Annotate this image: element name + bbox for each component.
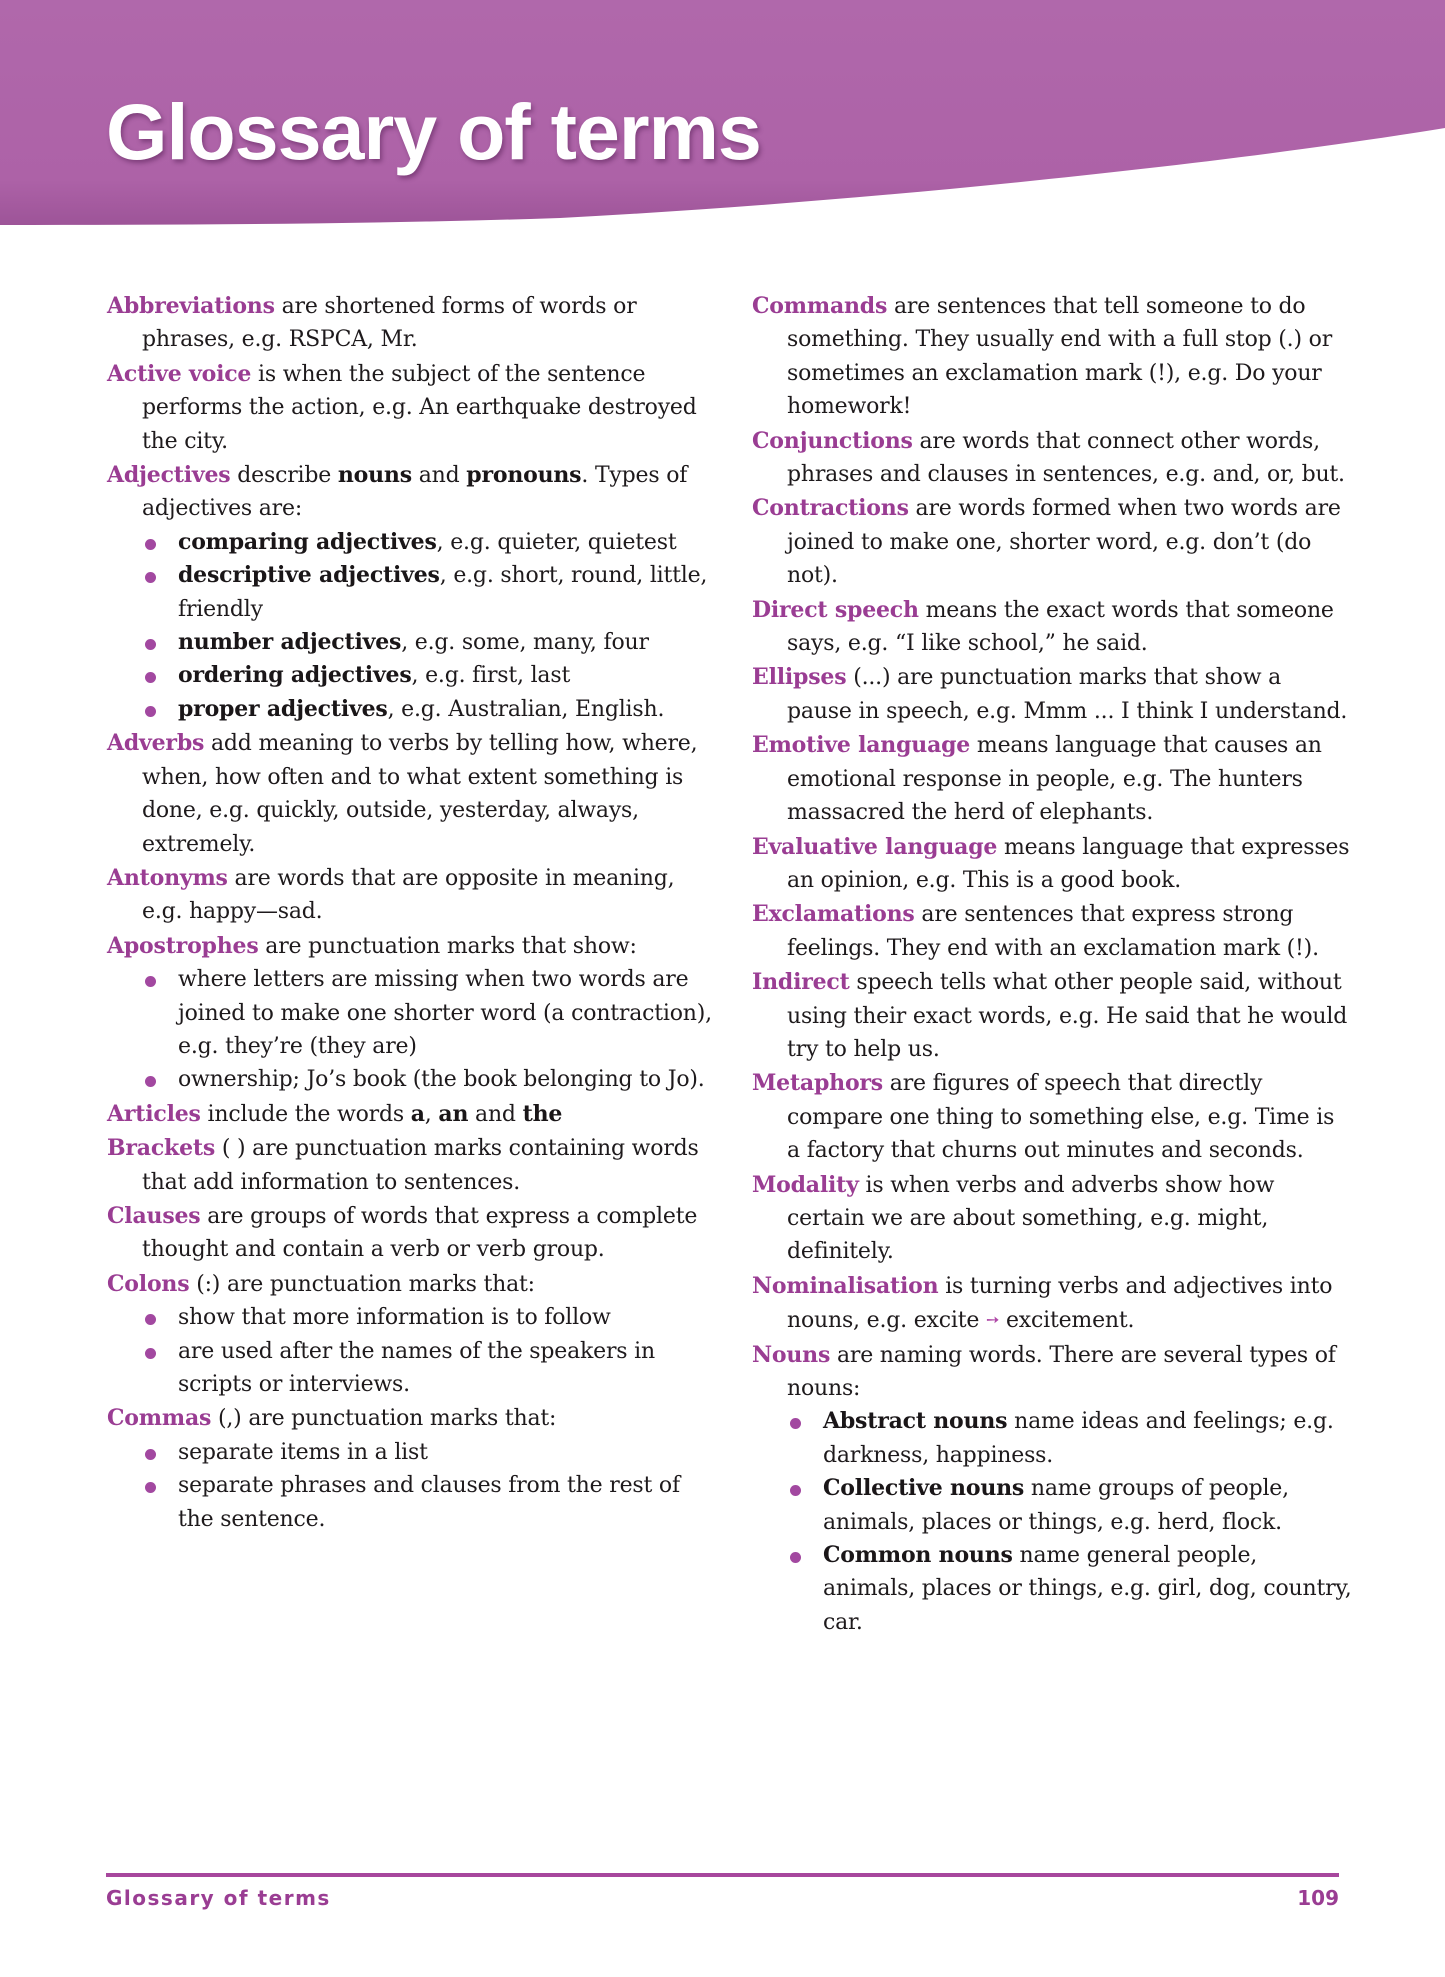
definition: and bbox=[411, 463, 467, 489]
list-item bbox=[142, 1335, 717, 1402]
glossary-entry-commands bbox=[752, 290, 1352, 424]
bullet-icon bbox=[145, 1449, 156, 1460]
glossary-entry-colons bbox=[107, 1268, 717, 1402]
glossary-entry-direct-speech bbox=[752, 594, 1352, 661]
glossary-term: Clauses bbox=[107, 1202, 201, 1229]
glossary-entry-apostrophes bbox=[107, 930, 717, 1097]
bold-word: proper adjectives bbox=[178, 695, 388, 722]
glossary-term: Active voice bbox=[107, 360, 252, 387]
item-text: name ideas and feelings; e.g. darkness, happiness. bbox=[823, 1409, 1334, 1468]
glossary-term: Apostrophes bbox=[107, 932, 259, 959]
bullet-icon bbox=[145, 1314, 156, 1325]
list-item bbox=[142, 693, 717, 726]
definition: is turning verbs and adjectives into nouns, e.g. excite bbox=[787, 1273, 1333, 1334]
item-text: name groups of people, animals, places or things, e.g. herd, flock. bbox=[823, 1476, 1289, 1535]
glossary-term: Antonyms bbox=[107, 864, 228, 891]
glossary-term: Exclamations bbox=[752, 901, 915, 928]
colon-uses-list bbox=[142, 1301, 717, 1401]
item-text: , e.g. quieter, quietest bbox=[436, 529, 677, 555]
definition: is when the subject of the sentence performs the action, e.g. An earthquake destroyed the city. bbox=[142, 361, 697, 454]
item-text: show that more information is to follow bbox=[178, 1305, 611, 1331]
glossary-term: Brackets bbox=[107, 1135, 216, 1162]
bold-word: pronouns bbox=[466, 462, 582, 489]
bullet-icon bbox=[145, 672, 156, 683]
glossary-term: Articles bbox=[107, 1100, 201, 1127]
glossary-term: Commands bbox=[752, 293, 888, 319]
glossary-entry-contractions bbox=[752, 492, 1352, 592]
bullet-icon bbox=[145, 1482, 156, 1493]
glossary-entry-metaphors bbox=[752, 1067, 1352, 1167]
definition: excitement. bbox=[999, 1308, 1135, 1334]
glossary-entry-nominalisation bbox=[752, 1270, 1352, 1338]
list-item bbox=[142, 526, 717, 559]
page-title: Glossary of terms bbox=[106, 87, 761, 176]
definition: (,) are punctuation marks that: bbox=[211, 1406, 557, 1432]
list-item bbox=[787, 1405, 1352, 1472]
glossary-entry-antonyms bbox=[107, 862, 717, 929]
glossary-term: Modality bbox=[752, 1171, 859, 1198]
item-text: separate items in a list bbox=[178, 1439, 428, 1465]
list-item bbox=[142, 963, 717, 1063]
bold-word: ordering adjectives bbox=[178, 662, 412, 689]
bullet-icon bbox=[790, 1418, 801, 1429]
glossary-term: Indirect bbox=[752, 969, 850, 996]
definition: are words that connect other words, phrases and clauses in sentences, e.g. and, or, but. bbox=[787, 428, 1345, 488]
definition: are punctuation marks that show: bbox=[258, 933, 637, 959]
comma-uses-list bbox=[142, 1436, 717, 1536]
bullet-icon bbox=[145, 1348, 156, 1359]
glossary-column-left bbox=[107, 290, 717, 1537]
definition: are sentences that tell someone to do something. They usually end with a full stop (.) or sometimes an exclamation mark (!), e.g. Do your homework! bbox=[787, 294, 1333, 420]
bold-word: a bbox=[410, 1100, 425, 1127]
bold-word: number adjectives bbox=[178, 629, 402, 656]
definition: are figures of speech that directly compare one thing to something else, e.g. Time is a factory that churns out minutes and seconds. bbox=[787, 1071, 1335, 1164]
glossary-entry-articles bbox=[107, 1098, 717, 1131]
definition: (...) are punctuation marks that show a pause in speech, e.g. Mmm ... I think I understand. bbox=[787, 665, 1348, 724]
bold-word: comparing adjectives bbox=[178, 528, 437, 555]
glossary-entry-nouns bbox=[752, 1339, 1352, 1640]
bullet-icon bbox=[145, 639, 156, 650]
glossary-entry-clauses bbox=[107, 1200, 717, 1267]
bullet-icon bbox=[145, 976, 156, 987]
definition: and bbox=[468, 1101, 523, 1127]
list-item bbox=[142, 1436, 717, 1469]
item-text: where letters are missing when two words are joined to make one shorter word (a contraction), e.g. they’re (they are) bbox=[178, 967, 712, 1059]
definition: means language that expresses an opinion, e.g. This is a good book. bbox=[787, 834, 1350, 893]
glossary-entry-indirect bbox=[752, 966, 1352, 1066]
list-item bbox=[142, 1301, 717, 1334]
glossary-entry-modality bbox=[752, 1169, 1352, 1269]
adjective-types-list bbox=[142, 526, 717, 726]
glossary-term: Conjunctions bbox=[752, 427, 913, 454]
bold-word: Collective nouns bbox=[823, 1475, 1025, 1502]
glossary-term: Ellipses bbox=[752, 664, 847, 691]
item-text: name general people, animals, places or things, e.g. girl, dog, country, car. bbox=[823, 1543, 1352, 1635]
list-item bbox=[142, 626, 717, 659]
definition: ( ) are punctuation marks containing words that add information to sentences. bbox=[142, 1136, 699, 1195]
glossary-term: Emotive language bbox=[752, 732, 971, 759]
glossary-term: Colons bbox=[107, 1270, 190, 1297]
header-banner bbox=[0, 0, 1445, 240]
page-number: 109 bbox=[1297, 1886, 1339, 1910]
glossary-term: Metaphors bbox=[752, 1070, 883, 1097]
apostrophe-uses-list bbox=[142, 963, 717, 1097]
definition: are sentences that express strong feelings. They end with an exclamation mark (!). bbox=[787, 902, 1319, 961]
list-item bbox=[142, 1063, 717, 1096]
list-item bbox=[142, 1469, 717, 1536]
definition: speech tells what other people said, without using their exact words, e.g. He said that he would try to help us. bbox=[787, 970, 1348, 1062]
bullet-icon bbox=[790, 1485, 801, 1496]
bullet-icon bbox=[145, 539, 156, 550]
definition: is when verbs and adverbs show how certain we are about something, e.g. might, definitely. bbox=[787, 1172, 1275, 1265]
bold-word: an bbox=[438, 1100, 469, 1127]
bullet-icon bbox=[790, 1552, 801, 1563]
list-item bbox=[787, 1539, 1352, 1639]
definition: describe bbox=[230, 463, 338, 489]
glossary-entry-active-voice bbox=[107, 358, 717, 458]
list-item bbox=[142, 659, 717, 692]
item-text: ownership; Jo’s book (the book belonging to Jo). bbox=[178, 1067, 705, 1093]
glossary-term: Contractions bbox=[752, 495, 909, 522]
item-text: , e.g. first, last bbox=[411, 663, 571, 689]
item-text: , e.g. Australian, English. bbox=[387, 696, 665, 722]
glossary-entry-ellipses bbox=[752, 661, 1352, 728]
arrow-right-icon: ➙ bbox=[985, 1310, 1000, 1330]
bullet-icon bbox=[145, 572, 156, 583]
footer-divider bbox=[106, 1873, 1339, 1877]
glossary-entry-exclamations bbox=[752, 898, 1352, 965]
noun-types-list bbox=[787, 1405, 1352, 1639]
definition: , bbox=[424, 1101, 439, 1127]
glossary-entry-abbreviations bbox=[107, 290, 717, 357]
list-item bbox=[787, 1472, 1352, 1539]
item-text: , e.g. short, round, little, friendly bbox=[178, 563, 708, 622]
definition: are shortened forms of words or phrases, e.g. RSPCA, Mr. bbox=[142, 294, 637, 353]
glossary-term: Nominalisation bbox=[752, 1272, 939, 1299]
definition: means language that causes an emotional response in people, e.g. The hunters massacred the herd of elephants. bbox=[787, 733, 1322, 826]
definition: . Types of adjectives are: bbox=[142, 463, 688, 522]
glossary-term: Evaluative language bbox=[752, 833, 998, 860]
glossary-term: Direct speech bbox=[752, 596, 919, 623]
definition: are groups of words that express a complete thought and contain a verb or verb group. bbox=[142, 1203, 698, 1263]
definition: (:) are punctuation marks that: bbox=[189, 1271, 535, 1297]
glossary-entry-emotive-language bbox=[752, 729, 1352, 829]
item-text: , e.g. some, many, four bbox=[401, 630, 649, 656]
glossary-term: Commas bbox=[107, 1405, 212, 1432]
glossary-entry-adverbs bbox=[107, 727, 717, 861]
definition: are words that are opposite in meaning, e.g. happy—sad. bbox=[142, 865, 675, 925]
glossary-column-right bbox=[752, 290, 1352, 1640]
definition: are words formed when two words are joined to make one, shorter word, e.g. don’t (do not). bbox=[787, 496, 1341, 589]
item-text: are used after the names of the speakers in scripts or interviews. bbox=[178, 1338, 655, 1397]
bold-word: nouns bbox=[337, 462, 412, 489]
bold-word: Abstract nouns bbox=[823, 1408, 1008, 1435]
glossary-entry-commas bbox=[107, 1402, 717, 1536]
bold-word: Common nouns bbox=[823, 1542, 1013, 1569]
item-text: separate phrases and clauses from the rest of the sentence. bbox=[178, 1473, 680, 1532]
definition: are naming words. There are several types of nouns: bbox=[787, 1342, 1336, 1401]
glossary-term: Abbreviations bbox=[107, 293, 275, 319]
glossary-entry-adjectives bbox=[107, 459, 717, 726]
glossary-term: Nouns bbox=[752, 1341, 831, 1368]
bold-word: descriptive adjectives bbox=[178, 562, 440, 589]
glossary-entry-evaluative-language bbox=[752, 831, 1352, 898]
bullet-icon bbox=[145, 1076, 156, 1087]
glossary-term: Adjectives bbox=[107, 462, 231, 489]
definition: means the exact words that someone says, e.g. “I like school,” he said. bbox=[787, 597, 1334, 657]
list-item bbox=[142, 559, 717, 626]
bold-word: the bbox=[522, 1100, 563, 1127]
definition: add meaning to verbs by telling how, where, when, how often and to what extent something is done, e.g. quickly, outside, yesterday, always, extremely. bbox=[142, 731, 698, 857]
glossary-entry-conjunctions bbox=[752, 425, 1352, 492]
glossary-term: Adverbs bbox=[107, 730, 205, 757]
bullet-icon bbox=[145, 706, 156, 717]
footer-section-label: Glossary of terms bbox=[106, 1886, 331, 1910]
glossary-entry-brackets bbox=[107, 1132, 717, 1199]
definition: include the words bbox=[200, 1101, 411, 1127]
